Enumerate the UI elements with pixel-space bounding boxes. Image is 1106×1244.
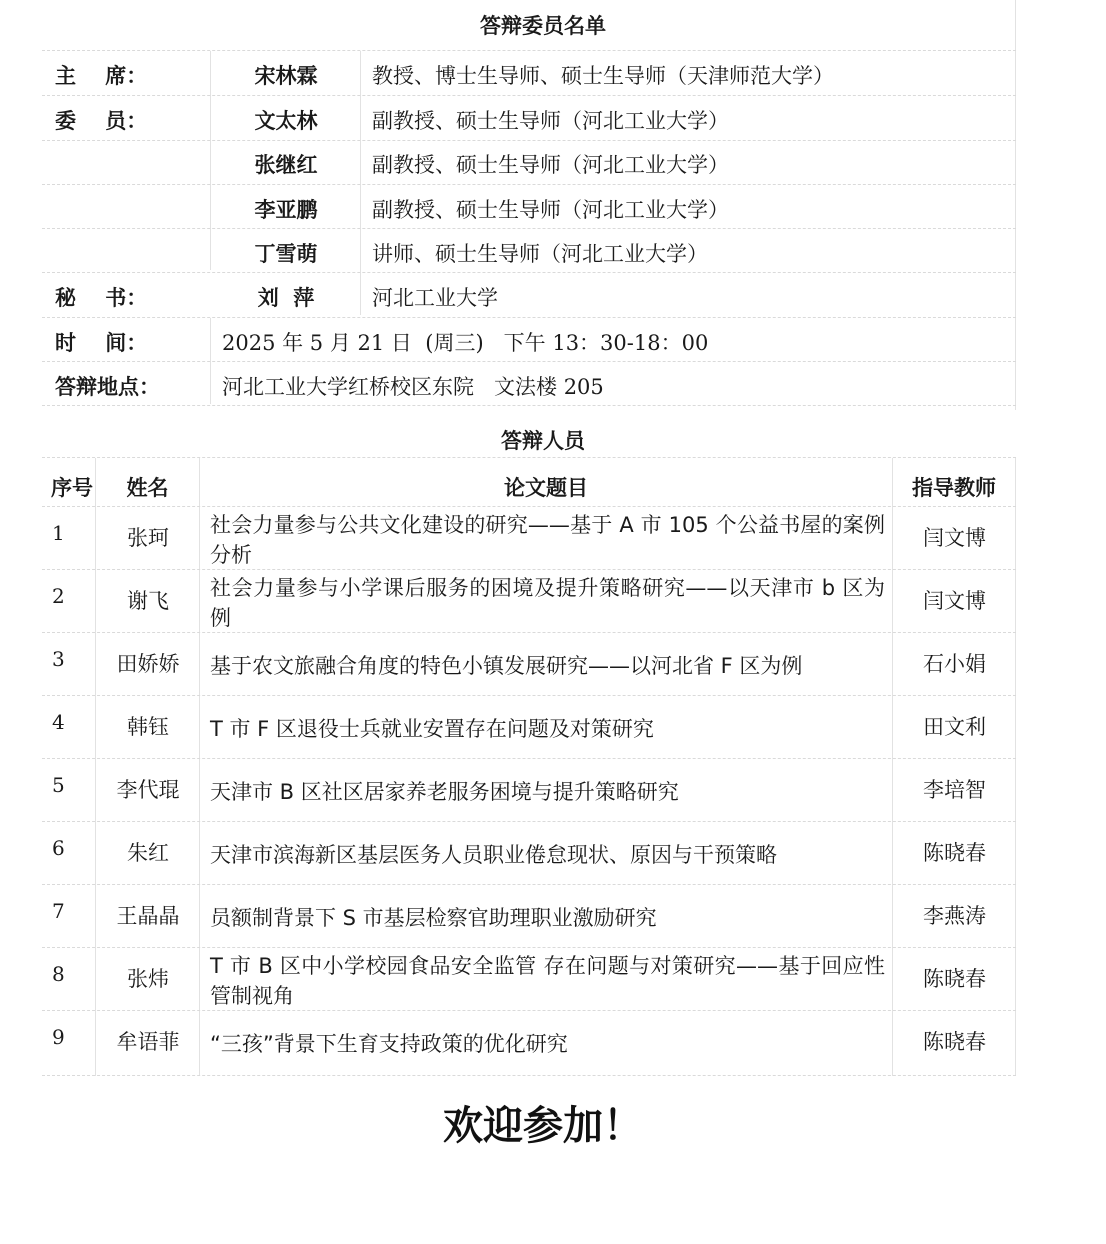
member-name: 丁雪萌 <box>254 242 318 266</box>
place-label: 答辩地点： <box>55 375 160 399</box>
candidates-title: 答辩人员 <box>501 429 585 453</box>
member-title: 讲师、硕士生导师（河北工业大学） <box>372 242 708 266</box>
role-label: 秘 书： <box>55 286 148 310</box>
student-name: 李代琨 <box>116 778 180 802</box>
table-row <box>42 1011 1016 1074</box>
time-label: 时 间： <box>55 331 148 355</box>
header-thesis: 论文题目 <box>504 476 588 500</box>
row-divider <box>42 1075 1016 1076</box>
table-row <box>42 948 1016 1011</box>
table-row <box>42 633 1016 696</box>
student-name: 王晶晶 <box>116 904 180 928</box>
member-name: 宋林霖 <box>254 64 318 88</box>
thesis-title: “三孩”背景下生育支持政策的优化研究 <box>210 1031 568 1056</box>
advisor-name: 李燕涛 <box>923 904 986 928</box>
table-row <box>42 759 1016 822</box>
thesis-title: 天津市滨海新区基层医务人员职业倦怠现状、原因与干预策略 <box>210 842 777 867</box>
row-number: 7 <box>52 899 65 923</box>
advisor-name: 闫文博 <box>923 589 986 613</box>
row-number: 8 <box>52 962 65 986</box>
thesis-title: 社会力量参与公共文化建设的研究——基于 A 市 105 个公益书屋的案例分析 <box>210 512 885 567</box>
student-name: 牟语菲 <box>116 1030 180 1054</box>
committee-row-secretary <box>42 276 1016 320</box>
place-value: 河北工业大学红桥校区东院 文法楼 205 <box>222 375 604 399</box>
row-number: 3 <box>52 647 65 671</box>
committee-row-place <box>42 365 1016 409</box>
thesis-title: 员额制背景下 S 市基层检察官助理职业激励研究 <box>210 905 657 930</box>
row-number: 1 <box>52 521 65 545</box>
advisor-name: 陈晓春 <box>923 1030 986 1054</box>
row-divider <box>42 50 1016 51</box>
time-value: 2025 年 5 月 21 日 (周三) 下午 13：30-18：00 <box>222 331 709 355</box>
student-name: 张炜 <box>127 967 169 991</box>
member-title: 河北工业大学 <box>372 286 498 310</box>
committee-row-time <box>42 321 1016 365</box>
member-title: 副教授、硕士生导师（河北工业大学） <box>372 109 729 133</box>
committee-row-chair <box>42 54 1016 98</box>
member-title: 教授、博士生导师、硕士生导师（天津师范大学） <box>372 64 834 88</box>
advisor-name: 陈晓春 <box>923 841 986 865</box>
header-name: 姓名 <box>126 476 169 500</box>
thesis-title: 社会力量参与小学课后服务的困境及提升策略研究——以天津市 b 区为例 <box>210 575 885 630</box>
committee-row-member <box>42 99 1016 143</box>
row-number: 2 <box>52 584 65 608</box>
row-number: 9 <box>52 1025 65 1049</box>
advisor-name: 田文利 <box>923 715 986 739</box>
table-row <box>42 570 1016 633</box>
student-name: 田娇娇 <box>116 652 180 676</box>
welcome-message: 欢迎参加！ <box>443 1103 643 1149</box>
member-name: 李亚鹏 <box>254 198 318 222</box>
member-name: 张继红 <box>254 153 318 177</box>
thesis-title: 基于农文旅融合角度的特色小镇发展研究——以河北省 F 区为例 <box>210 653 803 678</box>
thesis-title: 天津市 B 区社区居家养老服务困境与提升策略研究 <box>210 779 679 804</box>
thesis-title: T 市 B 区中小学校园食品安全监管 存在问题与对策研究——基于回应性管制视角 <box>210 953 885 1008</box>
table-row <box>42 507 1016 570</box>
committee-row-member <box>42 143 1016 187</box>
advisor-name: 石小娟 <box>923 652 986 676</box>
student-name: 朱红 <box>127 841 169 865</box>
advisor-name: 闫文博 <box>923 526 986 550</box>
committee-title: 答辩委员名单 <box>480 14 606 38</box>
table-row <box>42 822 1016 885</box>
member-title: 副教授、硕士生导师（河北工业大学） <box>372 198 729 222</box>
table-row <box>42 696 1016 759</box>
student-name: 谢飞 <box>127 589 169 613</box>
advisor-name: 李培智 <box>923 778 986 802</box>
row-number: 4 <box>52 710 65 734</box>
member-title: 副教授、硕士生导师（河北工业大学） <box>372 153 729 177</box>
committee-row-member <box>42 232 1016 276</box>
role-label: 主 席： <box>55 64 148 88</box>
student-name: 韩钰 <box>127 715 169 739</box>
header-num: 序号 <box>51 476 93 500</box>
member-name: 文太林 <box>254 109 318 133</box>
row-number: 6 <box>52 836 65 860</box>
student-name: 张珂 <box>127 526 169 550</box>
advisor-name: 陈晓春 <box>923 967 986 991</box>
thesis-title: T 市 F 区退役士兵就业安置存在问题及对策研究 <box>210 716 654 741</box>
committee-row-member <box>42 188 1016 232</box>
row-number: 5 <box>52 773 65 797</box>
table-row <box>42 885 1016 948</box>
member-name: 刘 萍 <box>257 286 315 310</box>
header-advisor: 指导教师 <box>912 476 996 500</box>
role-label: 委 员： <box>55 109 148 133</box>
